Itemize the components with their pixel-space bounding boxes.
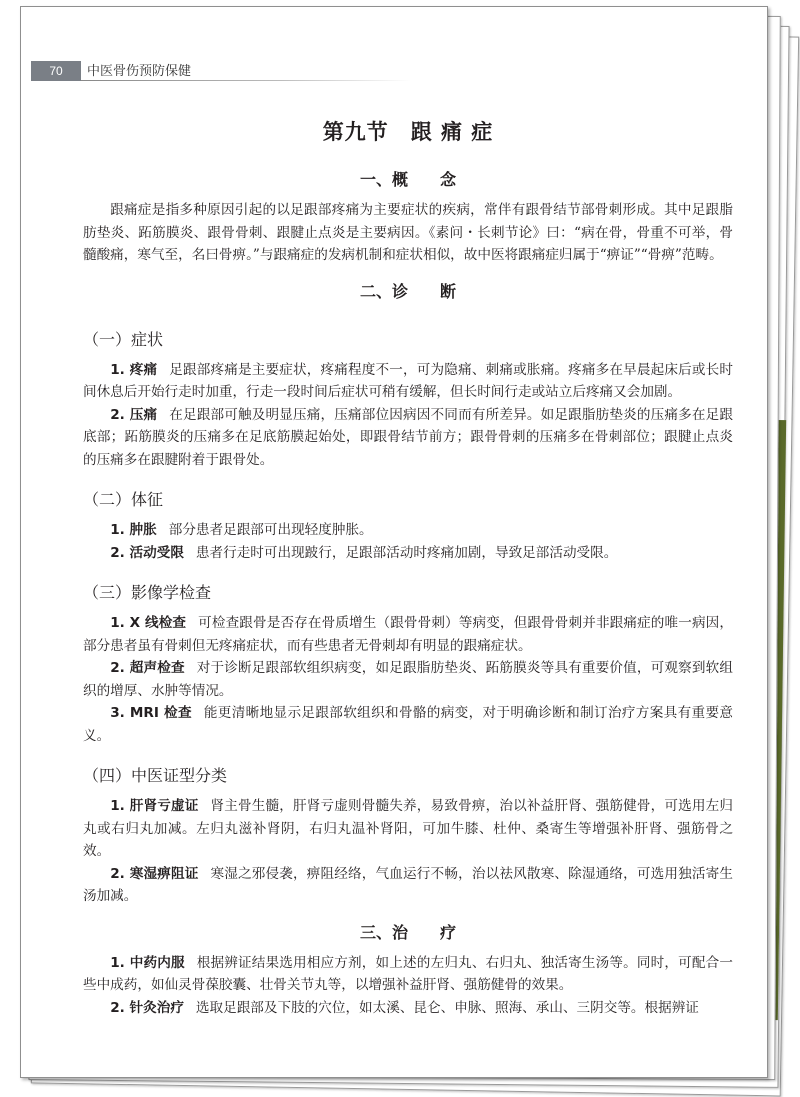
running-title: 中医骨伤预防保健 <box>87 63 192 78</box>
paragraph <box>83 795 733 863</box>
concept-heading: 一、概 念 <box>359 170 456 189</box>
item-lead: 1. X 线检查 <box>110 615 187 631</box>
paragraph <box>83 359 733 404</box>
treatment-heading: 三、治 疗 <box>359 922 456 942</box>
item-lead: 2. 寒湿痹阻证 <box>110 865 199 882</box>
item-text: 肾主骨生髓，肝肾亏虚则骨髓失养，易致骨痹，治以补益肝肾、强筋健骨，可选用左归丸或右归丸加减。左归丸滋补肾阴，右归丸温补肾阳，可加牛膝、杜仲、桑寄生等增强补肝肾、强筋骨之效。 <box>83 798 734 859</box>
item-lead: 1. 肿胀 <box>110 522 157 538</box>
item-text: 根据辨证结果选用相应方剂，如上述的左归丸、右归丸、独活寄生汤等。同时，可配合一些中成药，如仙灵骨葆胶囊、壮骨关节丸等，以增强补益肝肾、强筋健骨的效果。 <box>83 954 734 993</box>
symptoms-heading: （一）症状 <box>83 329 164 349</box>
paragraph <box>83 863 733 908</box>
item-lead: 2. 活动受限 <box>110 544 184 561</box>
signs-heading: （二）体征 <box>83 490 164 509</box>
item-text: 寒湿之邪侵袭，痹阻经络，气血运行不畅，治以祛风散寒、除湿通络，可选用独活寄生汤加减。 <box>83 865 734 904</box>
paragraph <box>83 404 733 472</box>
imaging-heading: （三）影像学检查 <box>83 583 212 602</box>
item-text: 足跟部疼痛是主要症状，疼痛程度不一，可为隐痛、刺痛或胀痛。疼痛多在早晨起床后或长时间休息后开始行走时加重，行走一段时间后症状可稍有缓解，但长时间行走或站立后疼痛又会加剧。 <box>83 361 733 400</box>
diagnosis-heading: 二、诊 断 <box>359 281 456 301</box>
item-text: 患者行走时可出现跛行，足跟部活动时疼痛加剧，导致足部活动受限。 <box>195 544 618 561</box>
item-text: 在足跟部可触及明显压痛，压痛部位因病因不同而有所差异。如足跟脂肪垫炎的压痛多在足跟底部；跖筋膜炎的压痛多在足底筋膜起始处，即跟骨结节前方；跟骨骨刺的压痛多在骨刺部位；跟腱止点炎的压痛多在跟腱附着于跟骨处。 <box>83 406 733 468</box>
item-text: 部分患者足跟部可出现轻度肿胀。 <box>168 522 373 538</box>
page-number: 70 <box>31 61 81 81</box>
paragraph <box>83 702 733 747</box>
page-header <box>31 61 391 81</box>
item-lead: 1. 中药内服 <box>110 954 185 971</box>
item-text: 可检查跟骨是否存在骨质增生（跟骨骨刺）等病变，但跟骨骨刺并非跟痛症的唯一病因，部分患者虽有骨刺但无疼痛症状，而有些患者无骨刺却有明显的跟痛症状。 <box>83 615 733 654</box>
section-title <box>83 117 733 147</box>
page-body <box>83 107 733 1019</box>
paragraph <box>83 612 733 657</box>
tcm-heading: （四）中医证型分类 <box>83 766 228 785</box>
header-rule <box>81 80 411 81</box>
item-lead: 2. 超声检查 <box>110 660 185 676</box>
paragraph <box>83 952 733 997</box>
paragraph <box>83 997 733 1020</box>
section-number: 第九节 <box>322 120 389 144</box>
item-lead: 2. 压痛 <box>110 406 158 423</box>
paragraph <box>83 542 733 565</box>
item-lead: 1. 肝肾亏虚证 <box>110 798 199 814</box>
item-lead: 1. 疼痛 <box>110 361 158 378</box>
concept-paragraph: 跟痛症是指多种原因引起的以足跟部疼痛为主要症状的疾病，常伴有跟骨结节部骨刺形成。其中足跟脂肪垫炎、跖筋膜炎、跟骨骨刺、跟腱止点炎是主要病因。《素问・长刺节论》曰：“病在骨，骨重不可举，骨髓酸痛，寒气至，名曰骨痹。”与跟痛症的发病机制和症状相似，故中医将跟痛症归属于“痹证”“骨痹”范畴。 <box>83 202 733 263</box>
item-text: 能更清晰地显示足跟部软组织和骨骼的病变，对于明确诊断和制订治疗方案具有重要意义。 <box>83 705 733 744</box>
item-text: 对于诊断足跟部软组织病变，如足跟脂肪垫炎、跖筋膜炎等具有重要价值，可观察到软组织的增厚、水肿等情况。 <box>83 660 734 699</box>
section-name: 跟 痛 症 <box>410 120 494 144</box>
item-text: 选取足跟部及下肢的穴位，如太溪、昆仑、申脉、照海、承山、三阴交等。根据辨证 <box>195 999 699 1016</box>
paragraph <box>83 519 733 542</box>
item-lead: 3. MRI 检查 <box>110 705 192 721</box>
book-page <box>20 6 768 1078</box>
paragraph <box>83 657 733 702</box>
item-lead: 2. 针灸治疗 <box>110 999 184 1016</box>
